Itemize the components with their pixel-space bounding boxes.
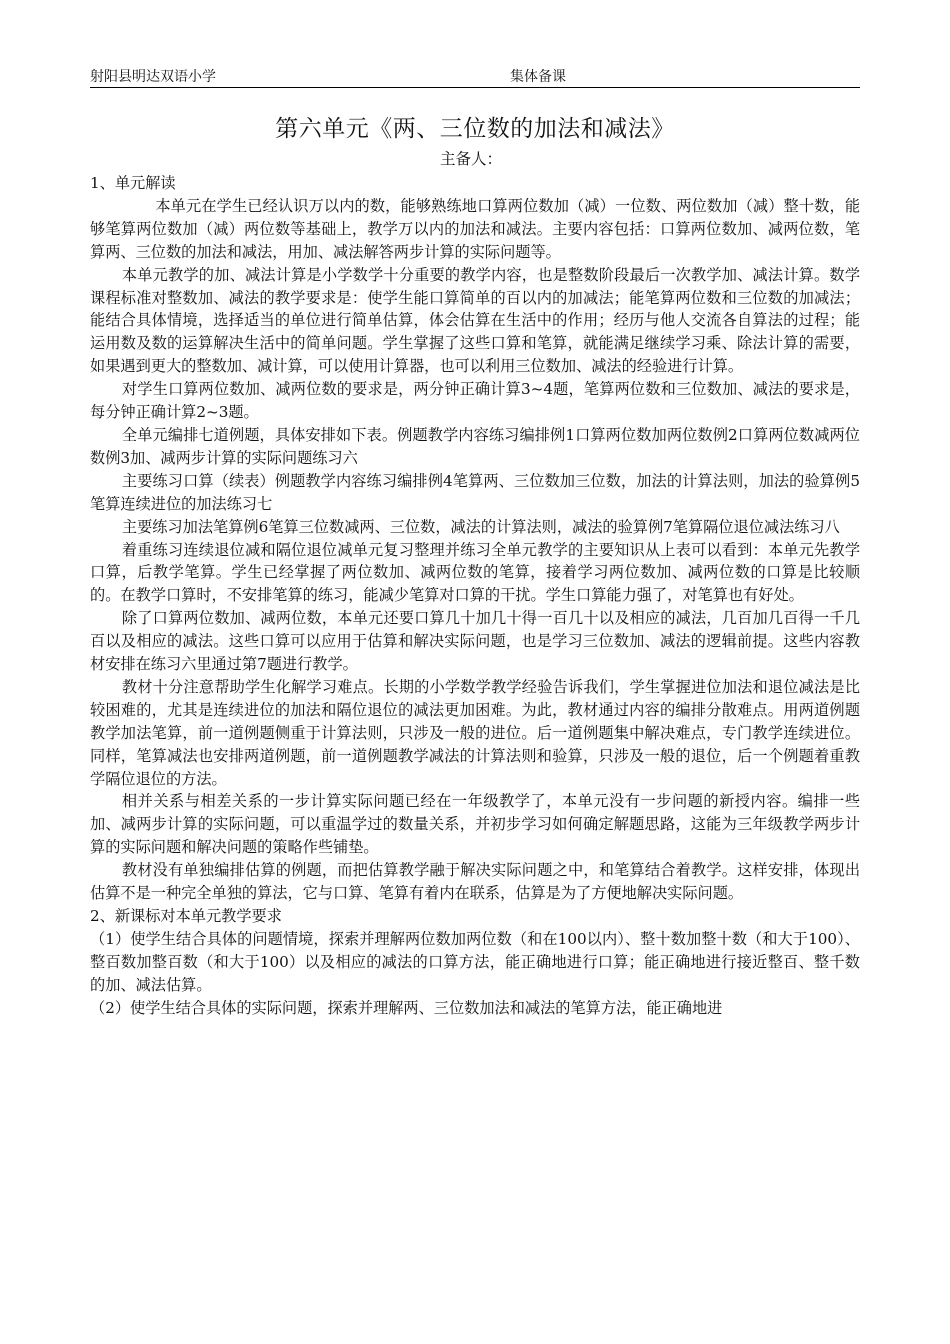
author-label: 主备人： xyxy=(440,150,503,168)
requirement-item: （1）使学生结合具体的问题情境，探索并理解两位数加两位数（和在100以内）、整十数加整十数（和大于100）、整百数加整百数（和大于100）以及相应的减法的口算方法，能正确地进行口算；能正确地进行接近整百、整千数的加、减法估算。 xyxy=(90,929,860,994)
requirement-item: （2）使学生结合具体的实际问题，探索并理解两、三位数加法和减法的笔算方法，能正确地进 xyxy=(90,998,723,1017)
paragraph: 本单元在学生已经认识万以内的数，能够熟练地口算两位数加（减）一位数、两位数加（减）整十数，能够笔算两位数加（减）两位数等基础上，教学万以内的加法和减法。主要内容包括：口算两位数加、减两位数，笔算两、三位数的加法和减法，用加、减法解答两步计算的实际问题等。 xyxy=(90,196,860,261)
paragraph: 全单元编排七道例题，具体安排如下表。例题教学内容练习编排例1口算两位数加两位数例2口算两位数减两位数例3加、减两步计算的实际问题练习六 xyxy=(90,425,860,467)
header-label: 集体备课 xyxy=(510,69,566,85)
document-title: 第六单元《两、三位数的加法和减法》 xyxy=(275,116,675,142)
paragraph: 主要练习加法笔算例6笔算三位数减两、三位数，减法的计算法则，减法的验算例7笔算隔位退位减法练习八 xyxy=(121,517,840,536)
paragraph: 除了口算两位数加、减两位数，本单元还要口算几十加几十得一百几十以及相应的减法，几百加几百得一千几百以及相应的减法。这些口算可以应用于估算和解决实际问题，也是学习三位数加、减法的逻辑前提。这些内容教材安排在练习六里通过第7题进行教学。 xyxy=(90,609,860,674)
page-header xyxy=(90,63,860,88)
paragraph: 教材没有单独编排估算的例题，而把估算教学融于解决实际问题之中，和笔算结合着教学。这样安排，体现出估算不是一种完全单独的算法，它与口算、笔算有着内在联系，估算是为了方便地解决实际问题。 xyxy=(90,861,860,903)
section-heading-1: 1、单元解读 xyxy=(90,174,176,192)
section-heading-2: 2、新课标对本单元教学要求 xyxy=(90,907,282,925)
paragraph: 教材十分注意帮助学生化解学习难点。长期的小学数学教学经验告诉我们，学生掌握进位加法和退位减法是比较困难的，尤其是连续进位的加法和隔位退位的减法更加困难。为此，教材通过内容的编排分散难点。用两道例题教学加法笔算，前一道例题侧重于计算法则，只涉及一般的进位。后一道例题集中解决难点，专门教学连续进位。同样，笔算减法也安排两道例题，前一道例题教学减法的计算法则和验算，只涉及一般的退位，后一个例题着重教学隔位退位的方法。 xyxy=(90,677,860,788)
paragraph: 本单元教学的加、减法计算是小学数学十分重要的教学内容，也是整数阶段最后一次教学加、减法计算。数学课程标准对整数加、减法的教学要求是：使学生能口算简单的百以内的加减法；能笔算两位数和三位数的加减法；能结合具体情境，选择适当的单位进行简单估算，体会估算在生活中的作用；经历与他人交流各自算法的过程；能运用数及数的运算解决生活中的简单问题。学生掌握了这些口算和笔算，就能满足继续学习乘、除法计算的需要，如果遇到更大的整数加、减计算，可以使用计算器，也可以利用三位数加、减法的经验进行计算。 xyxy=(90,265,860,376)
paragraph: 对学生口算两位数加、减两位数的要求是，两分钟正确计算3~4题，笔算两位数和三位数加、减法的要求是，每分钟正确计算2~3题。 xyxy=(90,380,860,422)
school-name: 射阳县明达双语小学 xyxy=(90,69,216,85)
paragraph: 相并关系与相差关系的一步计算实际问题已经在一年级教学了，本单元没有一步问题的新授内容。编排一些加、减两步计算的实际问题，可以重温学过的数量关系，并初步学习如何确定解题思路，这能为三年级教学两步计算的实际问题和解决问题的策略作些铺垫。 xyxy=(90,792,860,857)
document-body xyxy=(90,172,860,1020)
paragraph: 着重练习连续退位减和隔位退位减单元复习整理并练习全单元教学的主要知识从上表可以看到：本单元先教学口算，后教学笔算。学生已经掌握了两位数加、减两位数的笔算，接着学习两位数加、减两位数的口算是比较顺的。在教学口算时，不安排笔算的练习，能减少笔算对口算的干扰。学生口算能力强了，对笔算也有好处。 xyxy=(90,540,860,605)
paragraph: 主要练习口算（续表）例题教学内容练习编排例4笔算两、三位数加三位数，加法的计算法则，加法的验算例5笔算连续进位的加法练习七 xyxy=(90,471,860,513)
